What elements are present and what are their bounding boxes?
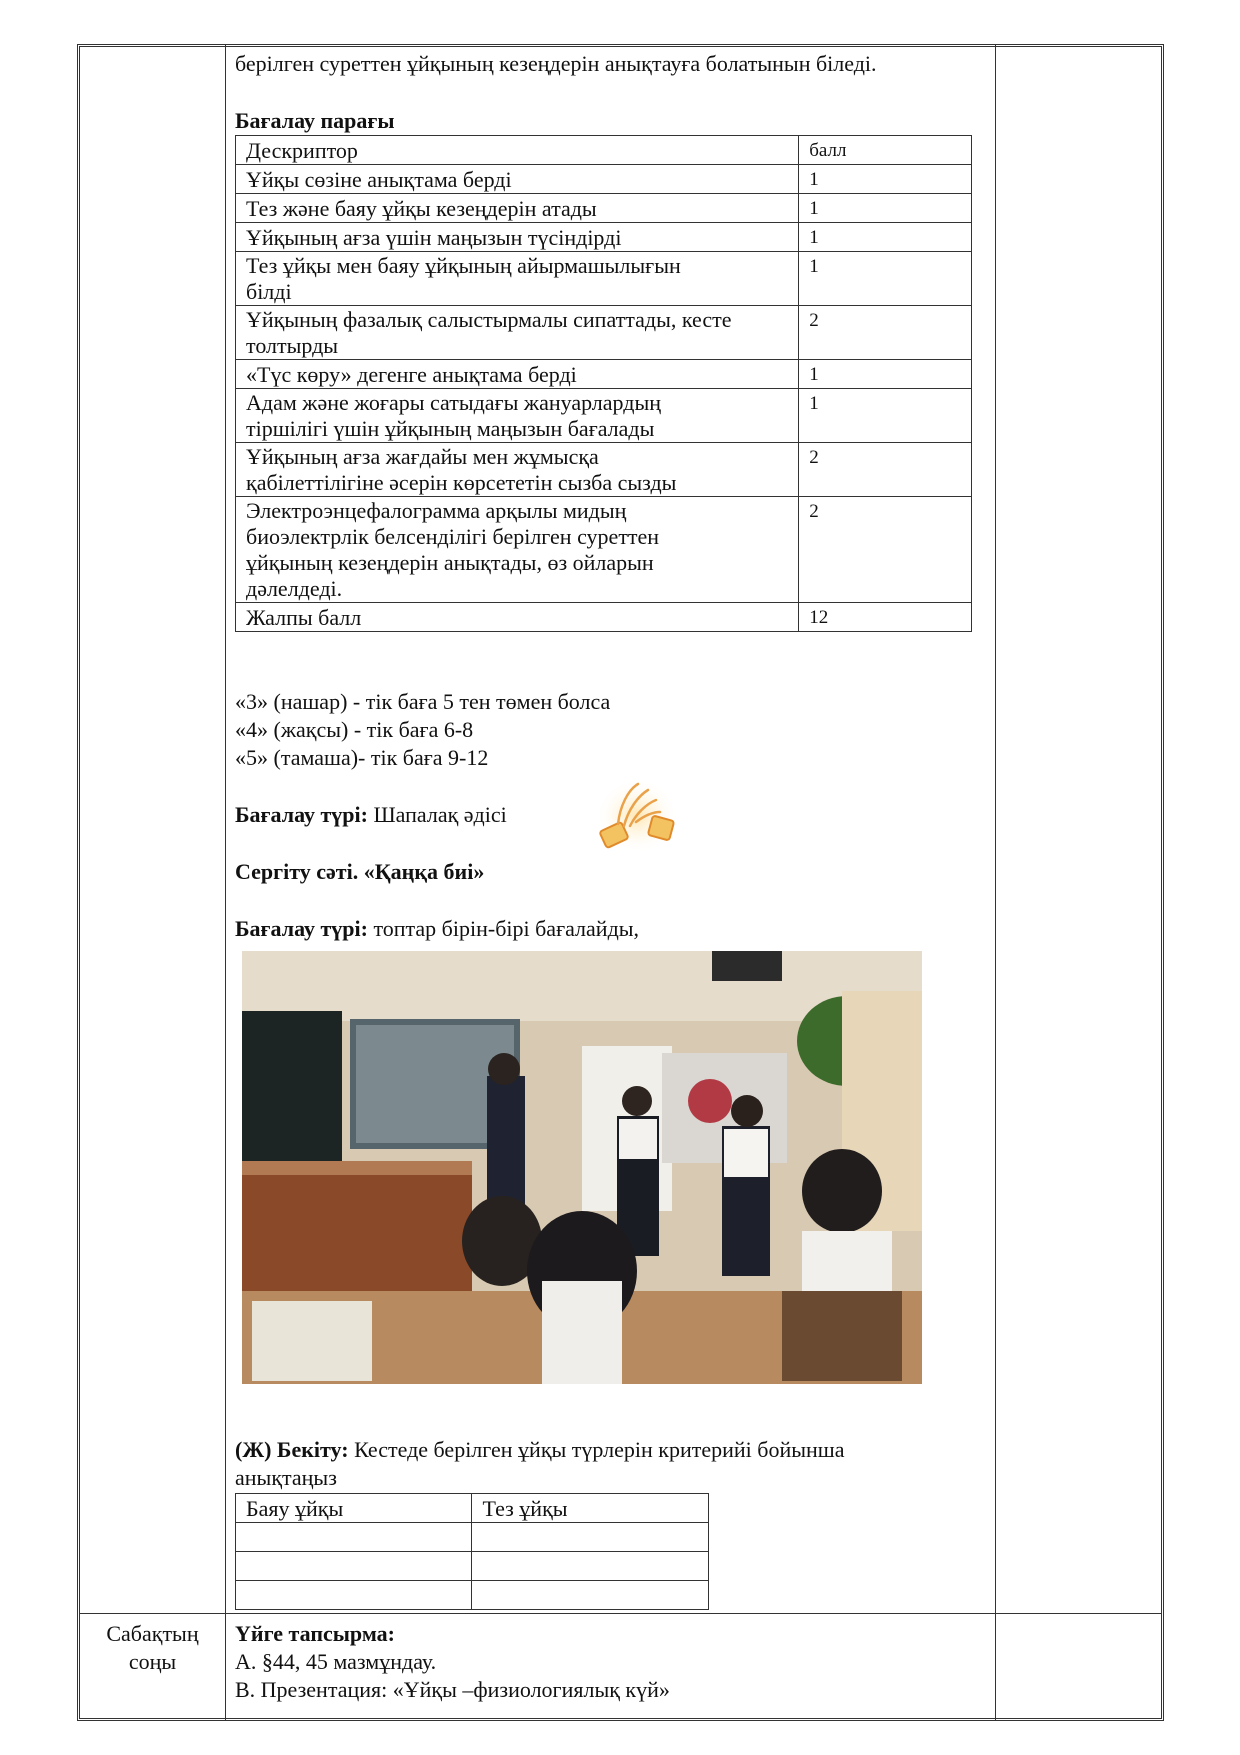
empty-cell[interactable] [236, 1581, 472, 1610]
empty-row [236, 1552, 709, 1581]
descriptor-line: білді [246, 279, 292, 304]
sleep-types-header [236, 1494, 709, 1523]
lesson-end-label: Сабақтың [106, 1621, 199, 1646]
eval-table [235, 135, 972, 632]
eval-table-header [236, 136, 972, 165]
eval-table-row [236, 389, 972, 443]
clapping-hands-icon [594, 776, 680, 856]
consolidation-text: Кестеде берілген ұйқы түрлерін критерийі бойынша [348, 1437, 845, 1462]
score-cell: 2 [799, 306, 972, 360]
descriptor-cell [236, 306, 799, 360]
grade-line: «4» (жақсы) - тік баға 6-8 [235, 717, 474, 742]
descriptor-line: тіршілігі үшін ұйқының маңызын бағалады [246, 416, 655, 441]
descriptor-cell [236, 252, 799, 306]
grade-line: «3» (нашар) - тік баға 5 тен төмен болса [235, 689, 611, 714]
classroom-photo [242, 951, 922, 1384]
homework-title: Үйге тапсырма: [235, 1621, 395, 1646]
score-cell: 1 [799, 194, 972, 223]
descriptor-line: Ұйқының ағза жағдайы мен жұмысқа [246, 444, 599, 469]
homework-item: А. §44, 45 мазмұндау. [235, 1649, 437, 1674]
intro-line: берілген суреттен ұйқының кезеңдерін анықтауға болатынын біледі. [235, 51, 877, 76]
descriptor-line: Адам және жоғары сатыдағы жануарлардың [246, 390, 662, 415]
score-cell: 12 [799, 603, 972, 632]
descriptor-cell [236, 165, 799, 194]
descriptor-line: Жалпы балл [246, 605, 362, 630]
score-cell: 1 [799, 252, 972, 306]
column-divider-right [995, 44, 996, 1721]
eval-table-row [236, 194, 972, 223]
consolidation-label: (Ж) Бекіту: [235, 1437, 349, 1462]
classroom-photo-illustration [242, 951, 922, 1384]
descriptor-cell [236, 194, 799, 223]
eval-table-row [236, 443, 972, 497]
descriptor-line: Ұйқының фазалық салыстырмалы сипаттады, кесте [246, 307, 732, 332]
assessment-type-groups [235, 915, 639, 943]
break-line: Сергіту сәті. «Қаңқа биі» [235, 859, 485, 884]
descriptor-line: Ұйқының ағза үшін маңызын түсіндірді [246, 225, 622, 250]
assessment-label: Бағалау түрі: [235, 802, 368, 827]
empty-cell[interactable] [236, 1552, 472, 1581]
header-fast-sleep: Тез ұйқы [472, 1494, 709, 1523]
column-divider-left [225, 44, 226, 1721]
descriptor-line: «Түс көру» дегенге анықтама берді [246, 362, 577, 387]
eval-table-row [236, 306, 972, 360]
descriptor-line: ұйқының кезеңдерін анықтады, өз ойларын [246, 550, 654, 575]
header-descriptor: Дескриптор [236, 136, 799, 165]
row-divider [80, 1613, 1161, 1614]
descriptor-line: қабілеттілігіне әсерін көрсететін сызба сызды [246, 470, 677, 495]
assessment-type-clap [235, 801, 507, 829]
descriptor-line: дәлелдеді. [246, 576, 343, 601]
descriptor-line: толтырды [246, 333, 339, 358]
eval-table-row [236, 360, 972, 389]
score-cell: 2 [799, 443, 972, 497]
grade-line: «5» (тамаша)- тік баға 9-12 [235, 745, 489, 770]
descriptor-cell [236, 497, 799, 603]
eval-table-row [236, 252, 972, 306]
empty-cell[interactable] [472, 1523, 709, 1552]
score-cell: 1 [799, 165, 972, 194]
score-cell: 2 [799, 497, 972, 603]
descriptor-cell [236, 389, 799, 443]
score-cell: 1 [799, 360, 972, 389]
descriptor-cell [236, 443, 799, 497]
score-cell: 1 [799, 389, 972, 443]
sleep-types-table [235, 1493, 709, 1610]
empty-cell[interactable] [472, 1581, 709, 1610]
descriptor-line: Тез және баяу ұйқы кезеңдерін атады [246, 196, 597, 221]
descriptor-line: биоэлектрлік белсенділігі берілген суреттен [246, 524, 660, 549]
header-slow-sleep: Баяу ұйқы [236, 1494, 472, 1523]
assessment-text: Шапалақ әдісі [367, 802, 507, 827]
empty-row [236, 1581, 709, 1610]
score-cell: 1 [799, 223, 972, 252]
eval-table-row [236, 497, 972, 603]
descriptor-cell [236, 603, 799, 632]
header-score: балл [799, 136, 972, 165]
consolidation-line-2: анықтаңыз [235, 1465, 337, 1490]
eval-table-row [236, 165, 972, 194]
empty-cell[interactable] [472, 1552, 709, 1581]
lesson-end-label: соңы [128, 1649, 177, 1674]
descriptor-line: Электроэнцефалограмма арқылы мидың [246, 498, 627, 523]
descriptor-line: Тез ұйқы мен баяу ұйқының айырмашылығын [246, 253, 681, 278]
descriptor-cell [236, 223, 799, 252]
assessment-text: топтар бірін-бірі бағалайды, [367, 916, 640, 941]
empty-row [236, 1523, 709, 1552]
descriptor-cell [236, 360, 799, 389]
descriptor-line: Ұйқы сөзіне анықтама берді [246, 167, 512, 192]
assessment-label: Бағалау түрі: [235, 916, 368, 941]
eval-table-row [236, 603, 972, 632]
consolidation-line [235, 1436, 844, 1464]
empty-cell[interactable] [236, 1523, 472, 1552]
eval-sheet-title: Бағалау парағы [235, 108, 395, 133]
homework-item: В. Презентация: «Ұйқы –физиологиялық күй» [235, 1677, 670, 1702]
eval-table-row [236, 223, 972, 252]
